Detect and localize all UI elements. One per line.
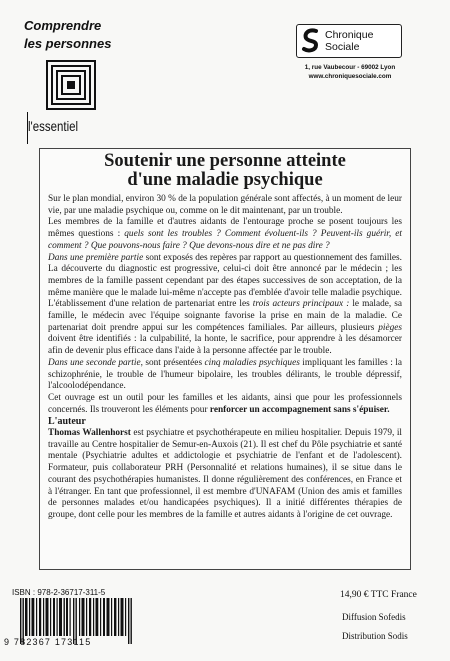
- publisher-address-block: [294, 63, 406, 81]
- series-line-2: les personnes: [24, 36, 112, 51]
- publisher-logo: [296, 24, 402, 58]
- blurb-p5-emphasis: renforcer un accompagnement sans s'épuiser.: [209, 404, 390, 415]
- blurb-p3-part: Dans une première partie: [48, 252, 144, 263]
- blurb-text: [48, 194, 402, 522]
- blurb-p1: Sur le plan mondial, environ 30 % de la population générale sont affectés, à un moment de leur vie, par une maladie psychique ou, comme on le dit maintenant, par un trouble.: [48, 194, 402, 216]
- blurb-paragraph: [48, 194, 402, 217]
- publisher-mark-icon: [301, 28, 321, 54]
- publisher-website: www.chroniquesociale.com: [308, 73, 392, 80]
- concentric-squares-logo-icon: [46, 60, 96, 110]
- book-title: [39, 152, 411, 190]
- collection-name: l'essentiel: [28, 118, 79, 134]
- author-bio-text: est psychiatre et psychothérapeute en milieu hospitalier. Depuis 1979, il travaille au Centre hospitalier de Semur-en-Auxois (21). Il est chef du Pôle psychiatrie et santé mentale (Psychiatrie adultes et addictologie et psychiatrie de l'enfant et de l'adolescent). Formateur, puis collaborateur PRH (Personnalité et relations humaines), il se situe dans le courant des psychothérapies humanistes. Il donne régulièrement des conférences, en France et à l'étranger. En tant que professionnel, il est membre d'UNAFAM (Union des amis et familles de personnes malades et/ou handicapées psychiques). Il a initié différentes thérapies de groupe, dont celle pour les membres de la famille et autres aidants à l'origine de cet ouvrage.: [48, 428, 402, 520]
- blurb-paragraph: [48, 217, 402, 252]
- blurb-p2-lead: Les membres de la famille et d'autres aidants de l'entourage proche se posent toujours les mêmes questions :: [48, 217, 402, 240]
- publisher-name-line-1: Chronique: [325, 29, 374, 41]
- author-heading: L'auteur: [48, 416, 86, 428]
- distribution: Distribution Sodis: [342, 631, 408, 641]
- book-title-line-2: d'une maladie psychique: [127, 170, 323, 190]
- blurb-p3-traps: pièges: [378, 322, 402, 333]
- isbn: ISBN : 978-2-36717-311-5: [12, 588, 106, 597]
- series-title: [24, 17, 111, 53]
- series-line-1: Comprendre: [24, 18, 102, 33]
- blurb-paragraph: [48, 393, 402, 416]
- price: 14,90 € TTC France: [340, 590, 417, 600]
- blurb-p5-text: Cet ouvrage est un outil pour les familles et les aidants, ainsi que pour les professionnels concernés. Ils trouveront les éléments pour: [48, 392, 402, 415]
- blurb-p3-text-2: le malade, sa famille, le médecin avec l'équipe soignante favorise la prise en main de la maladie. Ce partenariat doit prendre appui sur les compétences familiales. Par ailleurs, plusieurs: [48, 299, 403, 333]
- barcode-digits: 9 782367 173115: [4, 637, 92, 647]
- blurb-p4-part: Dans une seconde partie: [48, 357, 141, 368]
- blurb-p4-text-2: impliquant les familles : la schizophrénie, le trouble de l'humeur bipolaire, les troubles délirants, le trouble dépressif, l'alcoolodépendance.: [48, 357, 402, 392]
- book-title-line-1: Soutenir une personne atteinte: [104, 151, 346, 171]
- blurb-p3-actors: trois acteurs principaux :: [252, 299, 350, 310]
- publisher-name-line-2: Sociale: [325, 41, 360, 53]
- blurb-p4-diseases: cinq maladies psychiques: [204, 357, 300, 368]
- blurb-paragraph: [48, 253, 402, 358]
- blurb-p4-text: , sont présentées: [140, 357, 205, 368]
- author-bio: [48, 428, 402, 522]
- blurb-p3-text-3: doivent être identifiés : la culpabilité, la honte, le sacrifice, pour apprendre à les désamorcer afin de devenir plus efficace dans l'aide à la personne affectée par le trouble.: [48, 334, 402, 357]
- publisher-address: 1, rue Vaubecour - 69002 Lyon: [304, 64, 396, 71]
- blurb-p2-questions: quels sont les troubles ? Comment évoluent-ils ? Peuvent-ils guérir, et comment ? Que pouvons-nous faire ? Que devons-nous dire et ne pas dire ?: [48, 229, 403, 251]
- author-name: Thomas Wallenhorst: [48, 428, 131, 439]
- blurb-paragraph: [48, 358, 402, 393]
- blurb-p3-text: sont exposés des repères par rapport au questionnement des familles. La découverte du diagnostic est progressive, celui-ci doit être annoncé par le médecin ; les membres de la famille passent cependant par des étapes successives de son acceptation, de la même manière que le malade lui-même n'accepte pas d'emblée d'avoir telle maladie psychique. L'établissement d'une relation de partenariat entre les: [48, 252, 402, 310]
- diffusion: Diffusion Sofedis: [342, 612, 406, 622]
